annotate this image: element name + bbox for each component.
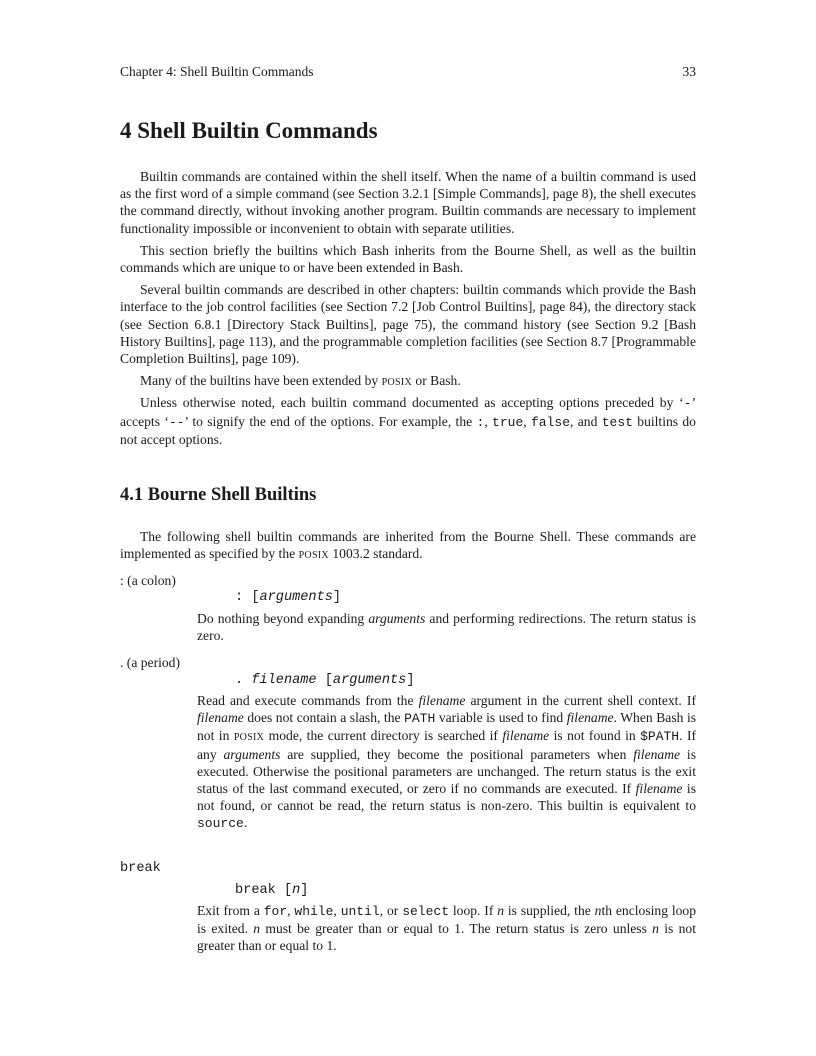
- entry-term-break: break: [120, 861, 161, 876]
- entry-description-colon: Do nothing beyond expanding arguments and performing redirections. The return status is zero.: [197, 611, 696, 644]
- page-number: 33: [682, 64, 696, 79]
- section-title: 4.1 Bourne Shell Builtins: [120, 485, 317, 505]
- intro-body: [120, 168, 696, 453]
- intro-paragraph-2: This section briefly the builtins which Bash inherits from the Bourne Shell, as well as the builtin commands which are unique to or have been extended in Bash.: [120, 242, 696, 276]
- chapter-title: 4 Shell Builtin Commands: [120, 118, 378, 143]
- entry-term-period: . (a period): [120, 655, 181, 670]
- posix-term: posix: [381, 373, 413, 389]
- section-intro: [120, 528, 696, 567]
- entry-signature-period: . filename [arguments]: [235, 673, 415, 688]
- running-header: [120, 64, 696, 80]
- entry-description-break: Exit from a for, while, until, or select loop. If n is supplied, the nth enclosing loop is exited. n must be greater than or equal to 1. The return status is zero unless n is not greater than or equal to 1.: [197, 903, 697, 954]
- entry-signature-break: break [n]: [235, 883, 309, 898]
- section-paragraph: The following shell builtin commands are inherited from the Bourne Shell. These commands are implemented as specified by the posix 1003.2 standard.: [120, 529, 696, 562]
- intro-paragraph-3: Several builtin commands are described in other chapters: builtin commands which provide the Bash interface to the job control facilities (see Section 7.2 [Job Control Builtins], page 84), the directory stack (see Section 6.8.1 [Directory Stack Builtins], page 75), the command history (see Section 9.2 [Bash History Builtins], page 113), and the programmable completion facilities (see Section 8.7 [Programmable Completion Builtins], page 109).: [120, 282, 696, 367]
- intro-paragraph-5: Unless otherwise noted, each builtin command documented as accepting options preceded by ‘-’ accepts ‘--’ to signify the end of the options. For example, the :, true, false, and test builtins do not accept options.: [120, 395, 696, 447]
- entry-description-period: Read and execute commands from the filename argument in the current shell context. If filename does not contain a slash, the PATH variable is used to find filename. When Bash is not in posix mode, the current directory is searched if filename is not found in $PATH. If any arguments are supplied, they become the positional parameters when filename is executed. Otherwise the positional parameters are unchanged. The return status is the exit status of the last command executed, or zero if no commands are executed. If filename is not found, or cannot be read, the return status is non-zero. This builtin is equivalent to source.: [197, 693, 697, 832]
- entry-signature-colon: : [arguments]: [235, 590, 342, 605]
- running-header-chapter: Chapter 4: Shell Builtin Commands: [120, 64, 314, 79]
- intro-paragraph-1: Builtin commands are contained within the shell itself. When the name of a builtin command is used as the first word of a simple command (see Section 3.2.1 [Simple Commands], page 8), the shell executes the command directly, without invoking another program. Builtin commands are necessary to implement functionality impossible or inconvenient to obtain with separate utilities.: [120, 169, 696, 236]
- entry-term-colon: : (a colon): [120, 573, 176, 588]
- intro-paragraph-4: Many of the builtins have been extended by posix or Bash.: [140, 373, 461, 389]
